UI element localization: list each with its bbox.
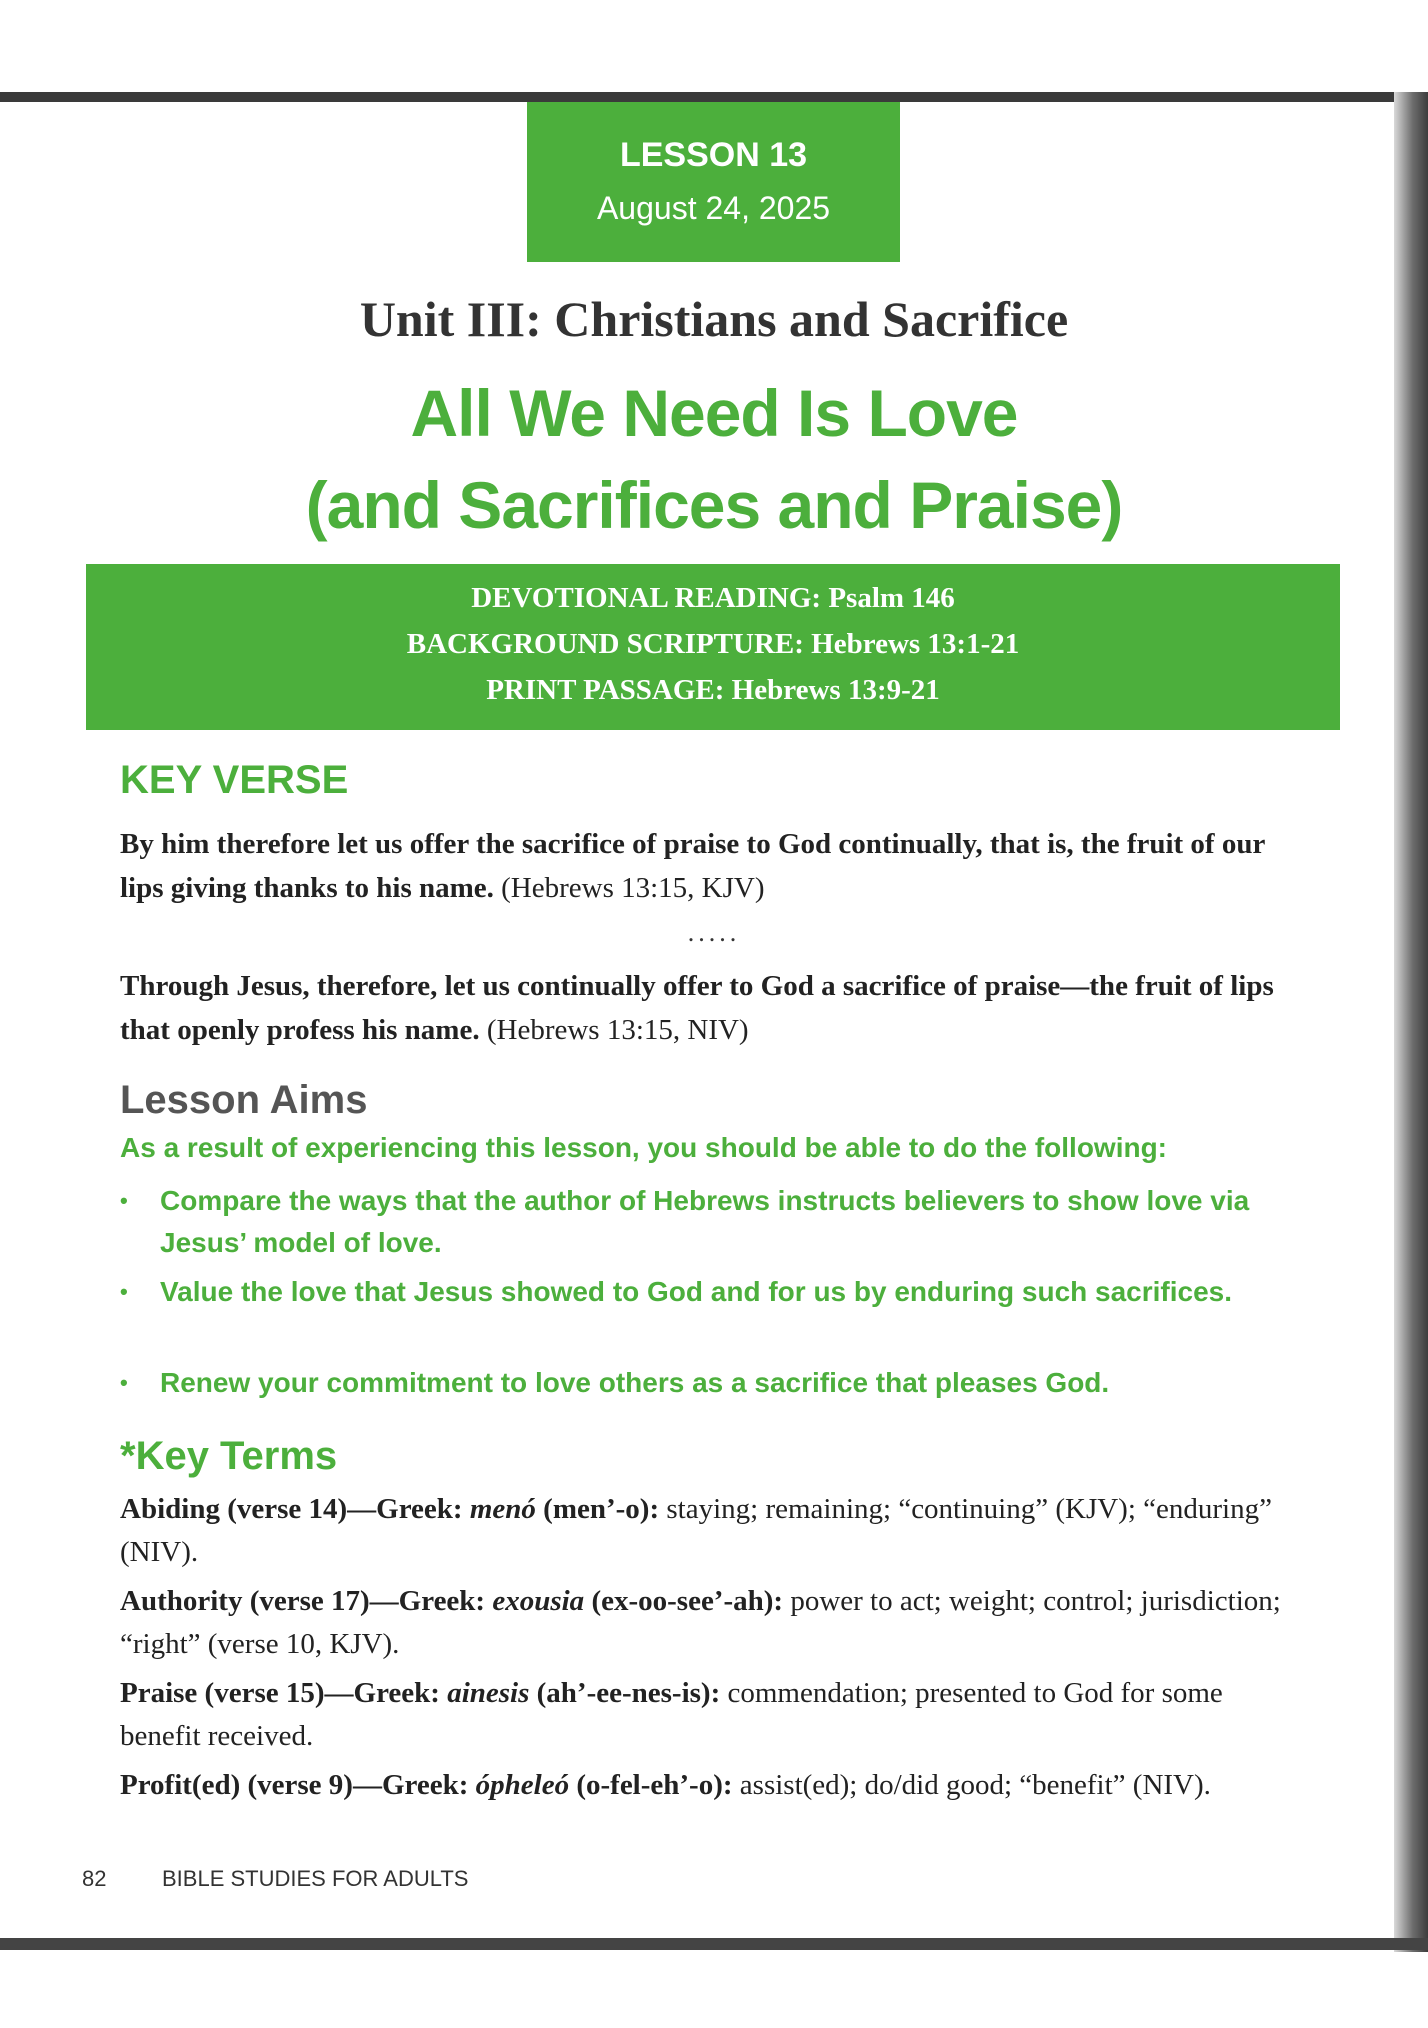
key-term-definition: power to act; weight; control; jurisdiction; “right” (verse 10, KJV). (120, 1585, 1281, 1660)
devotional-reading: DEVOTIONAL READING: Psalm 146 (471, 582, 955, 614)
key-term-label: Abiding (verse 14)—Greek: (120, 1493, 463, 1525)
publication-name: BIBLE STUDIES FOR ADULTS (162, 1866, 469, 1891)
unit-title: Unit III: Christians and Sacrifice (359, 291, 1069, 347)
key-term-entry (120, 1764, 1310, 1807)
lesson-date: August 24, 2025 (596, 190, 831, 226)
background-scripture: BACKGROUND SCRIPTURE: Hebrews 13:1-21 (406, 628, 1020, 660)
key-term-greek: menó (469, 1493, 536, 1525)
key-term-pronunciation: (o-fel-eh’-o): (576, 1769, 733, 1801)
key-verse-niv (120, 964, 1310, 1052)
key-terms-heading: *Key Terms (120, 1434, 338, 1478)
key-term-pronunciation: (men’-o): (543, 1493, 660, 1525)
key-term-label: Authority (verse 17)—Greek: (120, 1585, 486, 1617)
key-verse-niv-reference: (Hebrews 13:15, NIV) (486, 1014, 749, 1046)
scripture-readings-band (86, 564, 1340, 730)
verse-separator: ..... (687, 918, 741, 947)
page-number: 82 (82, 1866, 107, 1891)
lesson-aim-text: Value the love that Jesus showed to God and for us by enduring such sacrifices. (160, 1276, 1233, 1307)
key-term-definition: assist(ed); do/did good; “benefit” (NIV). (739, 1769, 1211, 1801)
page-footer (82, 1866, 468, 1892)
scan-background-top (0, 0, 1428, 92)
bullet-icon: • (120, 1188, 128, 1213)
key-term-pronunciation: (ex-oo-see’-ah): (591, 1585, 784, 1617)
key-verse-kjv (120, 822, 1310, 910)
scan-edge-bottom (0, 1938, 1428, 1950)
key-verse-kjv-reference: (Hebrews 13:15, KJV) (501, 872, 765, 904)
scan-edge-top (0, 92, 1428, 102)
bullet-icon: • (120, 1370, 128, 1395)
key-term-definition: staying; remaining; “continuing” (KJV); “enduring” (NIV). (120, 1493, 1272, 1568)
key-term-greek: ópheleó (475, 1769, 570, 1801)
key-term-label: Praise (verse 15)—Greek: (120, 1677, 440, 1709)
key-term-entry (120, 1580, 1310, 1666)
key-verse-kjv-text: By him therefore let us offer the sacrifice of praise to God continually, that is, the fruit of our lips giving thanks to his name. (120, 828, 1265, 904)
lesson-aims-intro: As a result of experiencing this lesson, you should be able to do the following: (120, 1132, 1168, 1163)
key-term-label: Profit(ed) (verse 9)—Greek: (120, 1769, 469, 1801)
key-term-entry (120, 1672, 1310, 1758)
key-term-greek: exousia (492, 1585, 585, 1617)
key-term-entry (120, 1488, 1310, 1574)
lesson-header-box (527, 102, 900, 262)
key-term-definition: commendation; presented to God for some benefit received. (120, 1677, 1223, 1752)
key-term-pronunciation: (ah’-ee-nes-is): (536, 1677, 721, 1709)
key-term-greek: ainesis (447, 1677, 530, 1709)
lesson-title-line-1: All We Need Is Love (410, 376, 1018, 450)
lesson-aim-text: Renew your commitment to love others as a sacrifice that pleases God. (160, 1367, 1110, 1398)
lesson-aim-text: Compare the ways that the author of Hebrews instructs believers to show love via Jesus’ model of love. (160, 1185, 1250, 1258)
scan-edge-right (1394, 92, 1428, 1952)
lesson-aims-heading: Lesson Aims (120, 1078, 368, 1122)
key-verse-niv-text: Through Jesus, therefore, let us continually offer to God a sacrifice of praise—the fruit of lips that openly profess his name. (120, 970, 1274, 1046)
bullet-icon: • (120, 1279, 128, 1304)
lesson-title-line-2: (and Sacrifices and Praise) (305, 468, 1123, 542)
key-verse-heading: KEY VERSE (120, 758, 349, 802)
lesson-label: LESSON 13 (619, 136, 808, 174)
print-passage: PRINT PASSAGE: Hebrews 13:9-21 (486, 674, 940, 706)
